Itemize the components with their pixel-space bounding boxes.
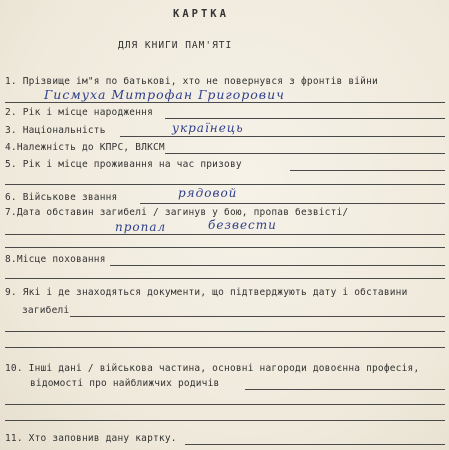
field-1-label: 1. Прізвище ім"я по батькові, хто не повернувся з фронтів війни bbox=[5, 76, 378, 87]
field-4-label: 4.Належність до КПРС, ВЛКСМ bbox=[5, 142, 165, 153]
field-5-label: 5. Рік і місце проживання на час призову bbox=[5, 159, 242, 170]
field-3-line bbox=[120, 136, 445, 137]
field-8-line-a bbox=[110, 265, 445, 266]
card-title: КАРТКА bbox=[173, 8, 229, 20]
field-1-value: Гисмуха Митрофан Григорович bbox=[44, 87, 285, 102]
card-subtitle: ДЛЯ КНИГИ ПАМ'ЯТІ bbox=[118, 40, 233, 51]
field-3-value: українець bbox=[172, 121, 244, 135]
field-7-line-a bbox=[5, 234, 445, 235]
field-10-label-line2: відомості про найближчих родичів bbox=[30, 378, 220, 389]
field-6-value: рядовой bbox=[178, 186, 238, 200]
field-6-line bbox=[140, 203, 445, 204]
field-2-line bbox=[165, 118, 445, 119]
field-11-line bbox=[185, 444, 445, 445]
field-10-line-b bbox=[5, 404, 445, 405]
field-5-line-a bbox=[290, 170, 445, 171]
field-7-line-b bbox=[5, 247, 445, 248]
field-5-line-b bbox=[5, 184, 445, 185]
field-9-label-line1: 9. Які і де знаходяться документи, що підтверджують дату і обставини bbox=[5, 287, 408, 298]
field-6-label: 6. Військове звання bbox=[5, 192, 118, 203]
field-9-line-c bbox=[5, 347, 445, 348]
field-1-line bbox=[5, 102, 445, 103]
field-9-line-a bbox=[70, 316, 445, 317]
field-9-line-b bbox=[5, 331, 445, 332]
field-10-line-c bbox=[5, 420, 445, 421]
field-3-label: 3. Національність bbox=[5, 125, 106, 136]
field-8-label: 8.Місце поховання bbox=[5, 254, 106, 265]
field-7-value-part1: пропал bbox=[115, 220, 167, 234]
field-2-label: 2. Рік і місце народження bbox=[5, 107, 153, 118]
field-10-label-line1: 10. Інші дані / військова частина, основні нагороди довоєнна професія, bbox=[5, 363, 420, 374]
field-10-line-a bbox=[245, 389, 445, 390]
field-8-line-b bbox=[5, 278, 445, 279]
field-9-label-line2: загибелі bbox=[22, 305, 70, 316]
field-4-line bbox=[165, 153, 445, 154]
field-7-value-part2: безвести bbox=[208, 218, 277, 232]
field-11-label: 11. Хто заповнив дану картку. bbox=[5, 433, 177, 444]
field-7-label: 7.Дата обставин загибелі / загинув у бою, пропав безвісті/ bbox=[5, 207, 349, 218]
